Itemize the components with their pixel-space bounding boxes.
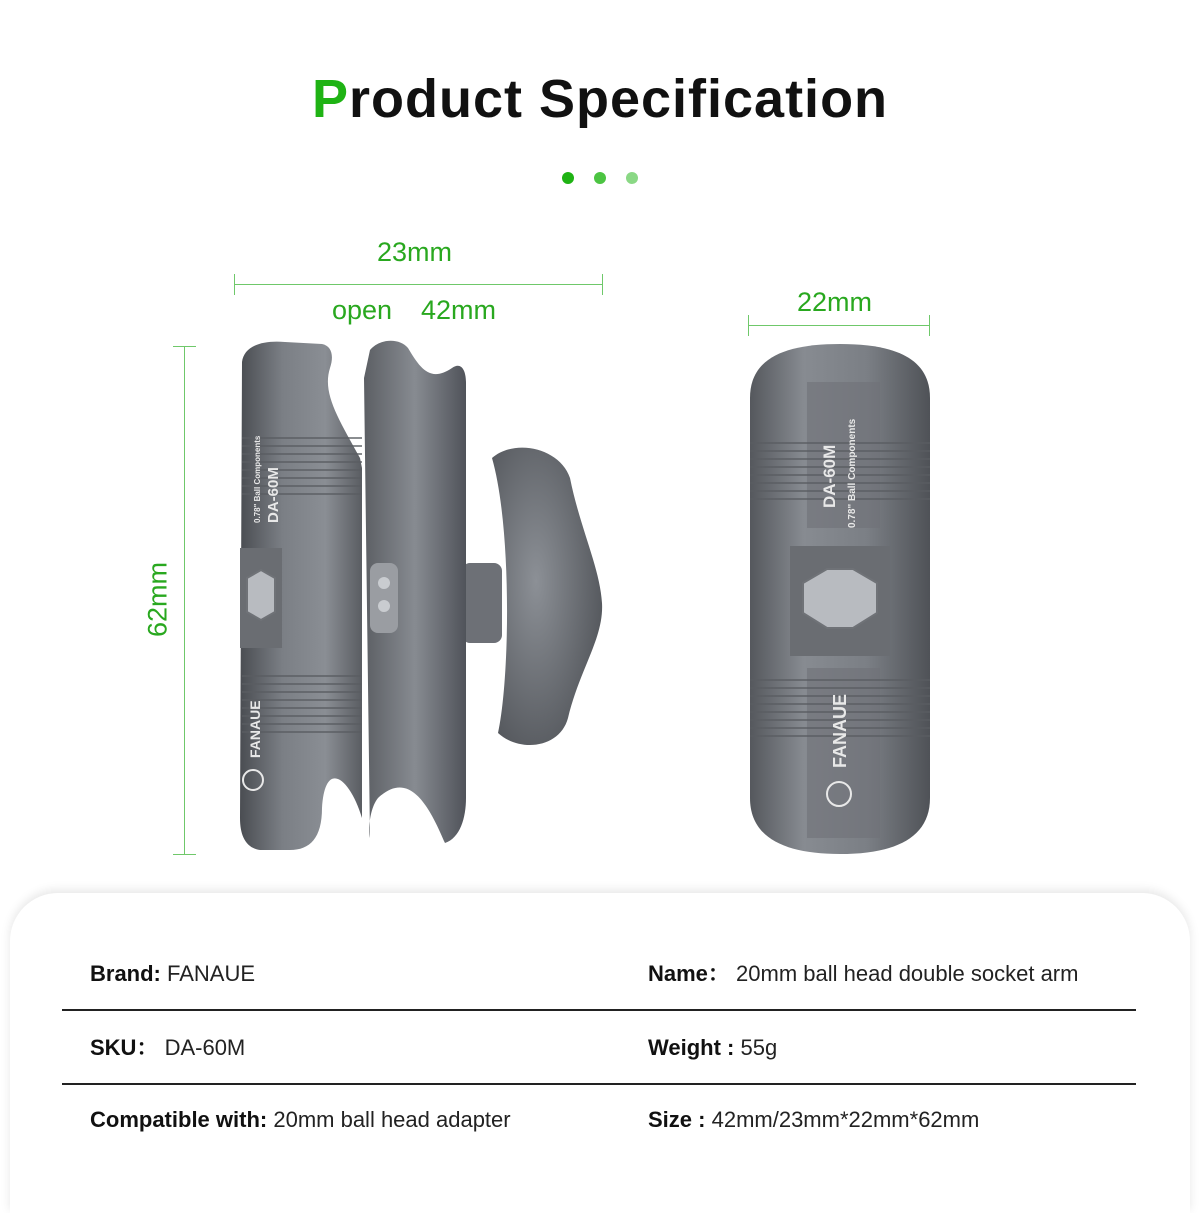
spec-label: Brand:: [90, 961, 161, 986]
dot-2: [594, 172, 606, 184]
spec-value: 42mm/23mm*22mm*62mm: [711, 1107, 980, 1132]
side-subtitle-engraving: 0.78" Ball Components: [847, 418, 858, 528]
product-side-view: [745, 338, 935, 860]
product-front-view: [230, 338, 620, 863]
spec-row: [62, 1083, 1136, 1157]
dimension-open-width: 42mm: [421, 295, 497, 325]
spec-brand: [90, 937, 255, 1011]
spec-value: 55g: [740, 1035, 778, 1060]
spec-value: DA-60M: [164, 1035, 246, 1060]
title-rest: roduct Specification: [348, 69, 889, 129]
dimension-line-height: [184, 346, 185, 855]
dimension-height: 62mm: [142, 562, 173, 638]
dimension-line-top: [234, 284, 603, 285]
side-model-engraving: DA-60M: [820, 444, 839, 508]
dot-3: [626, 172, 638, 184]
dimension-side-width: 22mm: [797, 287, 873, 317]
dimension-line-side: [748, 325, 930, 326]
spec-value: 20mm ball head adapter: [273, 1107, 511, 1132]
front-model-engraving: DA-60M: [265, 467, 282, 523]
dimension-open-label: open: [332, 295, 393, 325]
spec-card: [10, 893, 1190, 1213]
spec-label: SKU：: [90, 1035, 159, 1060]
spec-value: FANAUE: [167, 961, 256, 986]
spec-row: [62, 1011, 1136, 1085]
spec-label: Compatible with:: [90, 1107, 268, 1132]
dot-1: [562, 172, 574, 184]
spec-label: Size :: [648, 1107, 706, 1132]
spec-row: [62, 937, 1136, 1011]
decorative-dots: [0, 172, 1200, 184]
title-first-letter: P: [311, 69, 349, 129]
page-title: [0, 68, 1200, 130]
front-subtitle-engraving: 0.78" Ball Components: [253, 435, 262, 523]
spec-weight: [648, 1011, 777, 1085]
spec-label: Weight :: [648, 1035, 735, 1060]
spec-compatible: [90, 1083, 511, 1157]
spec-name: [648, 937, 1078, 1011]
dimension-top-width: 23mm: [377, 237, 453, 267]
side-brand-engraving: FANAUE: [830, 693, 850, 768]
spec-sku: [90, 1011, 245, 1085]
spec-size: [648, 1083, 979, 1157]
spec-label: Name：: [648, 961, 730, 986]
spec-value: 20mm ball head double socket arm: [736, 961, 1079, 986]
front-brand-engraving: FANAUE: [247, 700, 263, 758]
